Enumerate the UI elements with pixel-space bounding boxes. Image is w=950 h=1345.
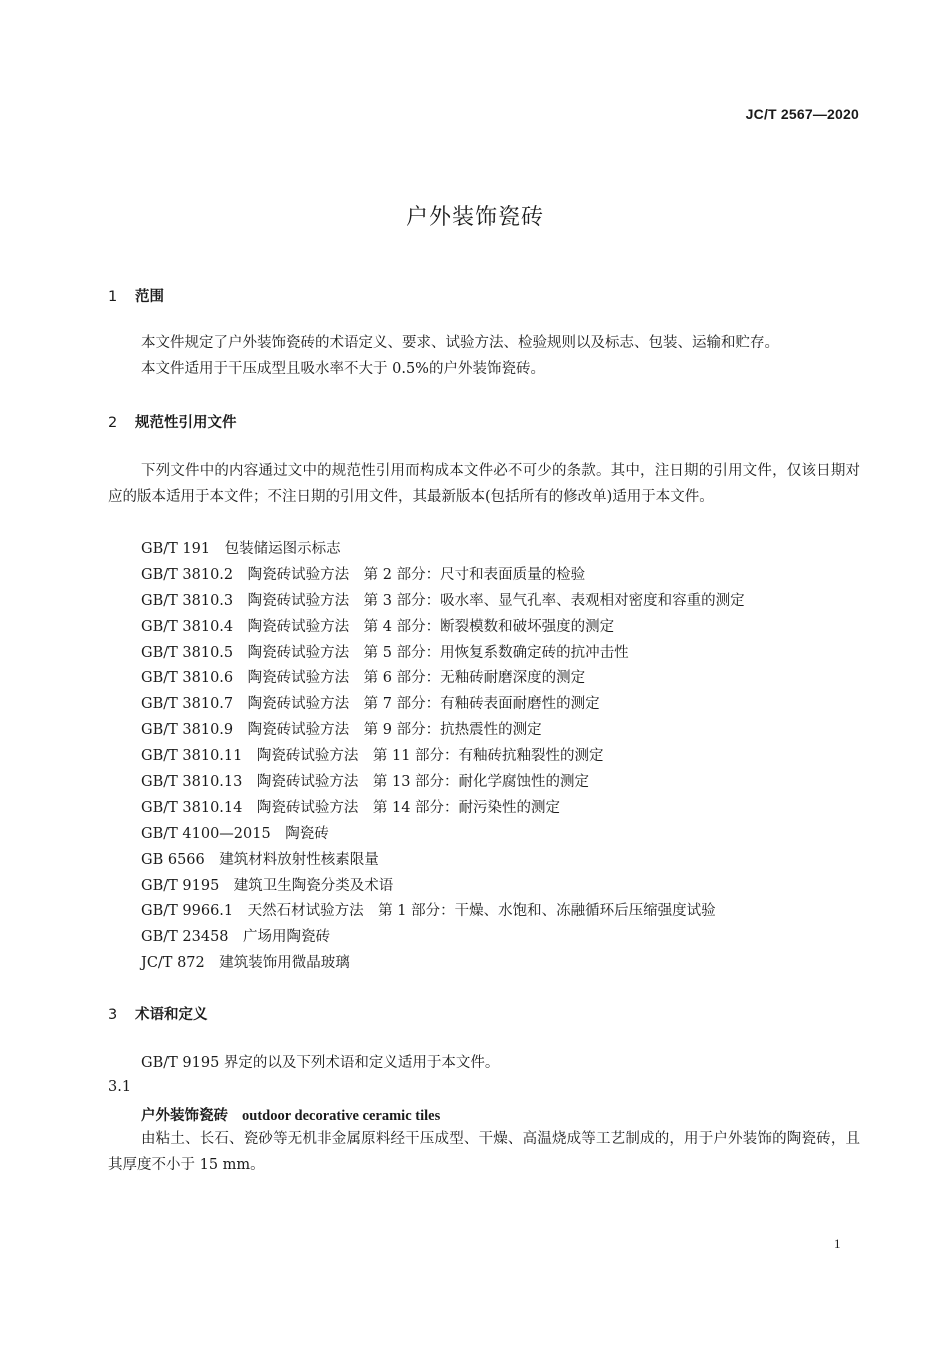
section-number: 2 — [108, 415, 118, 431]
reference-item: GB/T 23458 广场用陶瓷砖 — [141, 929, 331, 946]
section-3-heading — [108, 1003, 208, 1024]
section-number: 3 — [108, 1007, 118, 1023]
reference-item: GB/T 3810.7 陶瓷砖试验方法 第 7 部分：有釉砖表面耐磨性的测定 — [141, 696, 600, 713]
reference-item: GB/T 4100—2015 陶瓷砖 — [141, 825, 329, 842]
page-title: 户外装饰瓷砖 — [405, 205, 544, 230]
clause-number: 3.1 — [108, 1079, 132, 1095]
term-entry — [141, 1104, 440, 1125]
reference-item: GB/T 3810.13 陶瓷砖试验方法 第 13 部分：耐化学腐蚀性的测定 — [141, 774, 590, 791]
reference-item: GB/T 3810.9 陶瓷砖试验方法 第 9 部分：抗热震性的测定 — [141, 722, 542, 739]
reference-item: GB/T 3810.2 陶瓷砖试验方法 第 2 部分：尺寸和表面质量的检验 — [141, 566, 586, 583]
reference-list — [141, 537, 745, 977]
paragraph: 本文件规定了户外装饰瓷砖的术语定义、要求、试验方法、检验规则以及标志、包装、运输和贮存。 — [141, 335, 779, 351]
term-chinese: 户外装饰瓷砖 — [141, 1108, 228, 1124]
document-code: JC/T 2567—2020 — [745, 106, 859, 122]
page-number: 1 — [834, 1236, 841, 1251]
section-2-intro — [108, 458, 860, 510]
section-1-heading — [108, 285, 164, 306]
reference-item: GB/T 9195 建筑卫生陶瓷分类及术语 — [141, 877, 394, 894]
reference-item: GB/T 3810.11 陶瓷砖试验方法 第 11 部分：有釉砖抗釉裂性的测定 — [141, 748, 604, 765]
reference-item: GB/T 3810.4 陶瓷砖试验方法 第 4 部分：断裂模数和破坏强度的测定 — [141, 618, 615, 635]
section-title: 规范性引用文件 — [135, 415, 237, 431]
reference-item: GB/T 9966.1 天然石材试验方法 第 1 部分：干燥、水饱和、冻融循环后压缩强度试验 — [141, 903, 716, 920]
reference-item: GB/T 3810.3 陶瓷砖试验方法 第 3 部分：吸水率、显气孔率、表观相对密度和容重的测定 — [141, 592, 745, 609]
section-2-heading — [108, 411, 237, 432]
section-number: 1 — [108, 289, 118, 305]
reference-item: GB/T 191 包装储运图示标志 — [141, 541, 341, 557]
reference-item: JC/T 872 建筑装饰用微晶玻璃 — [141, 955, 350, 972]
paragraph: 由粘土、长石、瓷砂等无机非金属原料经干压成型、干燥、高温烧成等工艺制成的，用于户外装饰的陶瓷砖，且其厚度不小于 15 mm。 — [108, 1131, 860, 1173]
paragraph: 下列文件中的内容通过文中的规范性引用而构成本文件必不可少的条款。其中，注日期的引用文件，仅该日期对应的版本适用于本文件；不注日期的引用文件，其最新版本(包括所有的修改单)适用于本文件。 — [108, 463, 860, 505]
term-definition — [108, 1126, 860, 1178]
section-title: 范围 — [135, 289, 164, 305]
reference-item: GB/T 3810.6 陶瓷砖试验方法 第 6 部分：无釉砖耐磨深度的测定 — [141, 670, 586, 687]
section-3-intro — [108, 1050, 860, 1076]
reference-item: GB/T 3810.14 陶瓷砖试验方法 第 14 部分：耐污染性的测定 — [141, 799, 561, 816]
paragraph: GB/T 9195 界定的以及下列术语和定义适用于本文件。 — [141, 1055, 500, 1071]
reference-item: GB/T 3810.5 陶瓷砖试验方法 第 5 部分：用恢复系数确定砖的抗冲击性 — [141, 644, 629, 661]
term-english: outdoor decorative ceramic tiles — [242, 1108, 441, 1124]
section-1-body — [108, 330, 860, 382]
reference-item: GB 6566 建筑材料放射性核素限量 — [141, 851, 379, 868]
paragraph: 本文件适用于干压成型且吸水率不大于 0.5%的户外装饰瓷砖。 — [141, 361, 545, 377]
section-title: 术语和定义 — [135, 1007, 208, 1023]
